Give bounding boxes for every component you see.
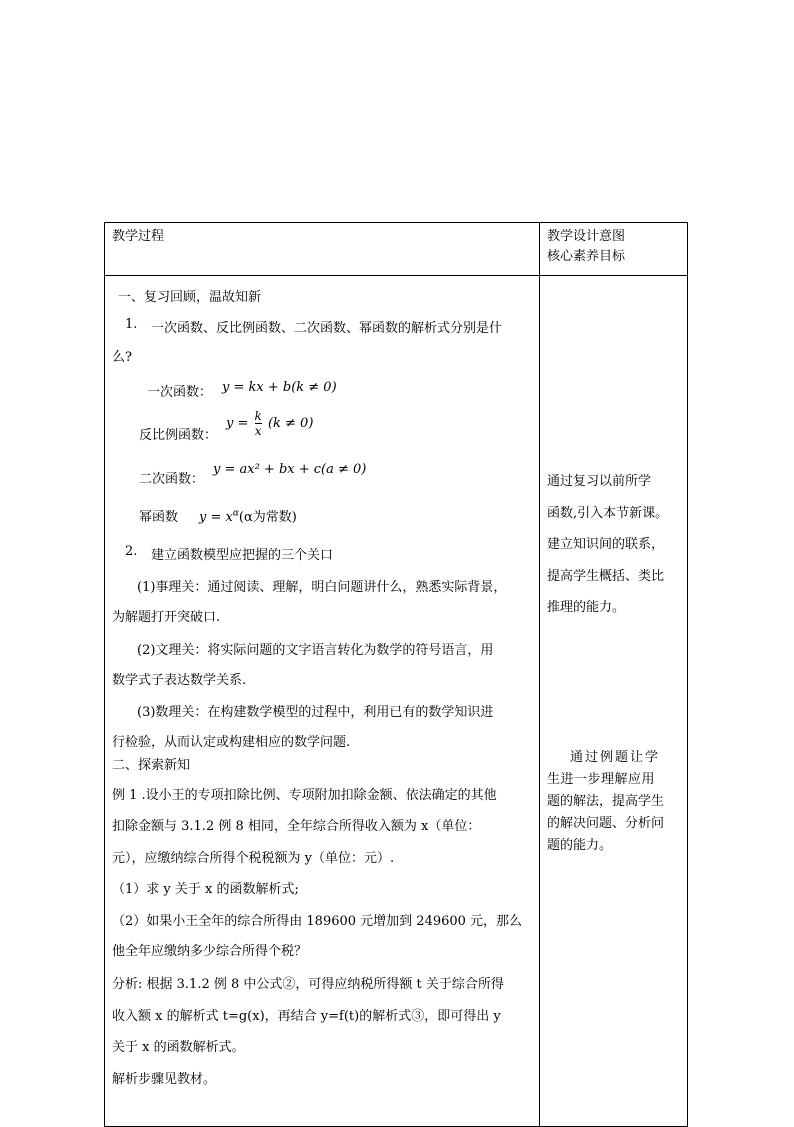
intent-1-line4: 提高学生概括、类比 — [547, 569, 665, 584]
gate-3-text-cont: 行检验，从而认定或构建相应的数学问题. — [112, 735, 351, 750]
power-function-note: (α为常数) — [238, 510, 297, 525]
inverse-function-fraction — [255, 409, 262, 438]
fraction-numerator: k — [254, 409, 262, 423]
section-review-title: 一、复习回顾，温故知新 — [118, 290, 262, 305]
lesson-plan-table — [104, 222, 688, 1127]
inverse-function-condition: (k ≠ 0) — [267, 416, 314, 431]
example-1-line3: 元），应缴纳综合所得个税税额为 y（单位：元）. — [112, 851, 395, 866]
question-2-number: 2. — [125, 544, 138, 559]
gate-1-text: (1)事理关：通过阅读、理解，明白问题讲什么，熟悉实际背景， — [137, 580, 507, 595]
question-1-number: 1. — [125, 317, 138, 332]
solution-note: 解析步骤见教材。 — [112, 1072, 217, 1087]
intent-1-line3: 建立知识间的联系， — [547, 537, 665, 552]
linear-function-formula: y = kx + b(k ≠ 0) — [222, 380, 337, 395]
example-1-line1: 例 1 .设小王的专项扣除比例、专项附加扣除金额、依法确定的其他 — [112, 788, 497, 803]
intent-2-line3: 题的解法，提高学生 — [547, 794, 665, 809]
gate-2-text: (2)文理关：将实际问题的文字语言转化为数学的符号语言，用 — [137, 643, 494, 658]
inverse-function-formula — [226, 409, 313, 438]
section-explore-title: 二、探索新知 — [112, 758, 191, 773]
power-function-base: y = x — [199, 510, 233, 525]
header-design-intent — [540, 223, 688, 276]
intent-1-line2: 函数,引入本节新课。 — [547, 506, 669, 521]
question-1-text-cont: 么? — [112, 350, 132, 365]
intent-2-line1: 通过例题让学 — [570, 750, 661, 765]
gate-3-text: (3)数理关：在构建数学模型的过程中，利用已有的数学知识进 — [137, 705, 494, 720]
example-1-question-2: （2）如果小王全年的综合所得由 189600 元增加到 249600 元，那么 — [112, 914, 523, 929]
power-function-label: 幂函数 — [139, 510, 179, 525]
example-1-question-2-cont: 他全年应缴纳多少综合所得个税？ — [112, 944, 308, 959]
inverse-function-label: 反比例函数： — [139, 428, 218, 443]
design-intent-cell — [540, 276, 688, 1127]
intent-2-line2: 生进一步理解应用 — [547, 772, 656, 787]
fraction-denominator: x — [254, 424, 262, 438]
table-header-row — [105, 223, 688, 276]
analysis-line2: 收入额 x 的解析式 t=g(x)，再结合 y=f(t)的解析式③，即可得出 y — [112, 1009, 501, 1024]
intent-1-line5: 推理的能力。 — [547, 600, 626, 615]
analysis-line3: 关于 x 的函数解析式。 — [112, 1040, 245, 1055]
power-function-exponent: α — [232, 508, 239, 519]
analysis-line1: 分析: 根据 3.1.2 例 8 中公式②，可得应纳税所得额 t 关于综合所得 — [112, 977, 504, 992]
example-1-line2: 扣除金额与 3.1.2 例 8 相同，全年综合所得收入额为 x（单位： — [112, 819, 481, 834]
question-2-text: 建立函数模型应把握的三个关口 — [151, 548, 334, 563]
example-1-question-1: （1）求 y 关于 x 的函数解析式; — [112, 882, 299, 897]
intent-1-line1: 通过复习以前所学 — [547, 474, 652, 489]
question-1-text: 一次函数、反比例函数、二次函数、幂函数的解析式分别是什 — [151, 321, 503, 336]
header-design-intent-line1: 教学设计意图 — [547, 229, 626, 244]
teaching-process-cell — [105, 276, 540, 1127]
table-body-row — [105, 276, 688, 1127]
header-teaching-process: 教学过程 — [105, 223, 540, 276]
intent-2-line5: 题的能力。 — [547, 838, 613, 853]
linear-function-label: 一次函数： — [147, 385, 213, 400]
quadratic-function-label: 二次函数： — [139, 472, 205, 487]
power-function-formula — [199, 506, 297, 525]
gate-2-text-cont: 数学式子表达数学关系. — [112, 673, 247, 688]
intent-2-line4: 的解决问题、分析问 — [547, 816, 665, 831]
gate-1-text-cont: 为解题打开突破口. — [112, 610, 221, 625]
quadratic-function-formula: y = ax² + bx + c(a ≠ 0) — [213, 462, 367, 477]
header-design-intent-line2: 核心素养目标 — [547, 249, 626, 264]
inverse-function-lhs: y = — [226, 416, 249, 431]
